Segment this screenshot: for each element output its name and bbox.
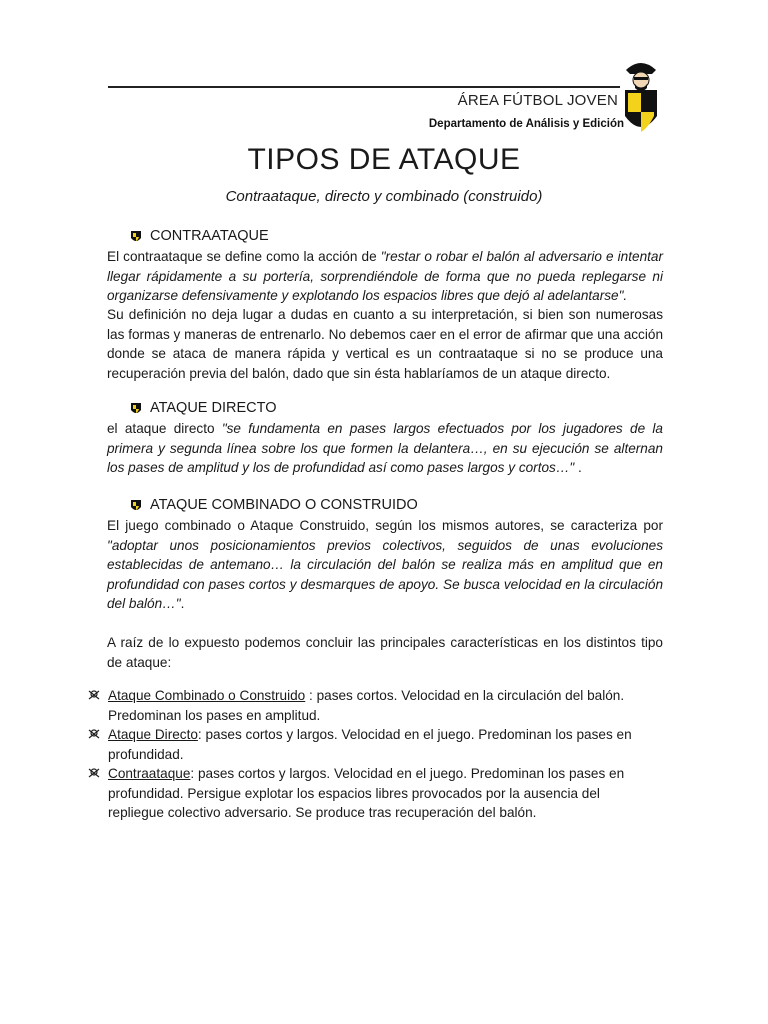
paragraph-intro: el ataque directo	[107, 421, 222, 436]
list-item-term: Ataque Combinado o Construido	[108, 688, 306, 703]
list-item	[88, 764, 648, 823]
page-title: TIPOS DE ATAQUE	[247, 143, 521, 176]
crest-bullet-icon	[130, 498, 142, 513]
skull-bullet-icon	[88, 767, 100, 780]
paragraph-intro: El contraataque se define como la acción de	[107, 249, 381, 264]
list-item-text: : pases cortos y largos. Velocidad en el juego. Predominan los pases en profundidad. Persigue explotar los espacios libres provocados por la ausencia del repliegue colectivo adversario. Se produce tras recuperación del balón.	[108, 766, 625, 820]
header-department: Departamento de Análisis y Edición	[428, 118, 624, 130]
section-heading-label: CONTRAATAQUE	[150, 228, 269, 244]
paragraph-tail: .	[180, 596, 185, 611]
list-item-term: Contraataque	[108, 766, 191, 781]
section-heading-contraataque	[130, 228, 269, 244]
paragraph-intro: El juego combinado o Ataque Construido, según los mismos autores, se caracteriza por	[107, 518, 663, 533]
section-heading-label: ATAQUE COMBINADO O CONSTRUIDO	[150, 497, 418, 513]
section-heading-ataque-directo	[130, 400, 277, 416]
paragraph-contraataque-definition	[107, 247, 663, 306]
pirate-crest-icon	[622, 56, 660, 138]
paragraph-quote: "adoptar unos posicionamientos previos colectivos, seguidos de unas evoluciones establecidas de antemano… la circulación del balón se realiza más en amplitud que en profundidad con pases cortos y desmarques de apoyo. Se busca velocidad en la circulación del balón…"	[107, 537, 663, 611]
paragraph-tail: .	[574, 460, 582, 475]
skull-bullet-icon	[88, 728, 100, 741]
crest-bullet-icon	[130, 229, 142, 244]
paragraph-conclusion: A raíz de lo expuesto podemos concluir las principales características en los distintos tipo de ataque:	[107, 635, 663, 670]
characteristics-list	[88, 686, 648, 823]
paragraph-quote: "restar o robar el balón al adversario e intentar llegar rápidamente a su portería, sorprendiéndole de forma que no pueda replegarse ni organizarse defensivamente y explotando los espacios libres que dejó al adelantarse".	[107, 249, 664, 303]
paragraph-ataque-directo	[107, 419, 663, 478]
crest-bullet-icon	[130, 401, 142, 416]
header-rule	[108, 86, 620, 88]
list-item-text: : pases cortos y largos. Velocidad en el juego. Predominan los pases en profundidad.	[108, 727, 632, 762]
paragraph-quote: "se fundamenta en pases largos efectuados por los jugadores de la primera y segunda línea sobre los que formen la delantera…, en su ejecución se alternan los pases de amplitud y los de profundidad así como pases largos y cortos…"	[107, 421, 663, 475]
paragraph-contraataque-body: Su definición no deja lugar a dudas en cuanto a su interpretación, si bien son numerosas las formas y maneras de entrenarlo. No debemos caer en el error de afirmar que una acción donde se ataca de manera rápida y vertical es un contraataque si no se produce una recuperación previa del balón, dado que sin ésta hablaríamos de un ataque directo.	[107, 307, 663, 381]
list-item	[88, 725, 648, 764]
skull-bullet-icon	[88, 689, 100, 702]
list-item-term: Ataque Directo	[108, 727, 198, 742]
list-item	[88, 686, 648, 725]
paragraph-ataque-combinado	[107, 516, 663, 614]
section-heading-label: ATAQUE DIRECTO	[150, 400, 277, 416]
section-heading-ataque-combinado	[130, 497, 418, 513]
header-area-title: ÁREA FÚTBOL JOVEN	[457, 92, 618, 109]
page-subtitle: Contraataque, directo y combinado (construido)	[225, 188, 543, 205]
list-item-text: : pases cortos. Velocidad en la circulación del balón. Predominan los pases en amplitud.	[108, 688, 625, 723]
